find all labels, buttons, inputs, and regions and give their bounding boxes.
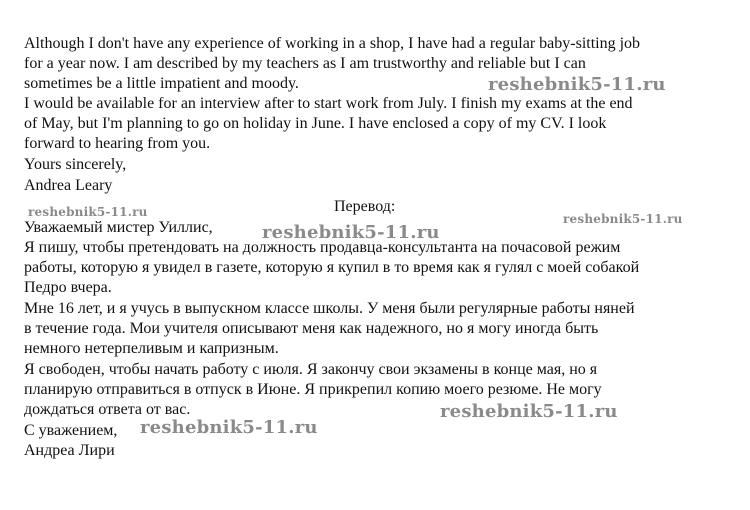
watermark-4: reshebnik5-11.ru: [563, 212, 683, 226]
english-line-2: for a year now. I am described by my teachers as I am trustworthy and reliable but I can: [24, 55, 586, 72]
russian-line-9: дождаться ответа от вас.: [24, 401, 191, 418]
english-line-4: I would be available for an interview after to start work from July. I finish my exams at the end: [24, 95, 633, 112]
watermark-1: reshebnik5-11.ru: [488, 74, 666, 95]
watermark-2: reshebnik5-11.ru: [28, 205, 148, 219]
russian-line-1: Я пишу, чтобы претендовать на должность продавца-консультанта на почасовой режим: [24, 239, 621, 256]
russian-line-4: Мне 16 лет, и я учусь в выпускном классе школы. У меня были регулярные работы няней: [24, 300, 635, 317]
english-closing: Yours sincerely,: [24, 156, 127, 173]
translation-heading: Перевод:: [334, 198, 396, 215]
russian-greeting: Уважаемый мистер Уиллис,: [24, 219, 213, 236]
russian-line-6: немного нетерпеливым и капризным.: [24, 340, 279, 357]
russian-line-7: Я свободен, чтобы начать работу с июля. Я закончу свои экзамены в конце мая, но я: [24, 361, 598, 378]
russian-line-3: Педро вчера.: [24, 279, 112, 296]
english-line-6: forward to hearing from you.: [24, 135, 211, 152]
russian-closing: С уважением,: [24, 422, 118, 439]
english-line-3: sometimes be a little impatient and moody.: [24, 75, 299, 92]
russian-signature: Андреа Лири: [24, 442, 115, 459]
russian-line-2: работы, которую я увидел в газете, которую я купил в то время как я гулял с моей собакой: [24, 259, 640, 276]
watermark-5: reshebnik5-11.ru: [440, 401, 618, 422]
watermark-3: reshebnik5-11.ru: [262, 222, 440, 243]
russian-line-5: в течение года. Мои учителя описывают меня как надежного, но я могу иногда быть: [24, 320, 599, 337]
russian-line-8: планирую отправиться в отпуск в Июне. Я прикрепил копию моего резюме. Не могу: [24, 381, 602, 398]
english-line-1: Although I don't have any experience of working in a shop, I have had a regular baby-sitting job: [24, 35, 641, 52]
watermark-6: reshebnik5-11.ru: [140, 417, 318, 438]
english-line-5: of May, but I'm planning to go on holiday in June. I have enclosed a copy of my CV. I look: [24, 115, 607, 132]
english-signature: Andrea Leary: [24, 177, 113, 194]
